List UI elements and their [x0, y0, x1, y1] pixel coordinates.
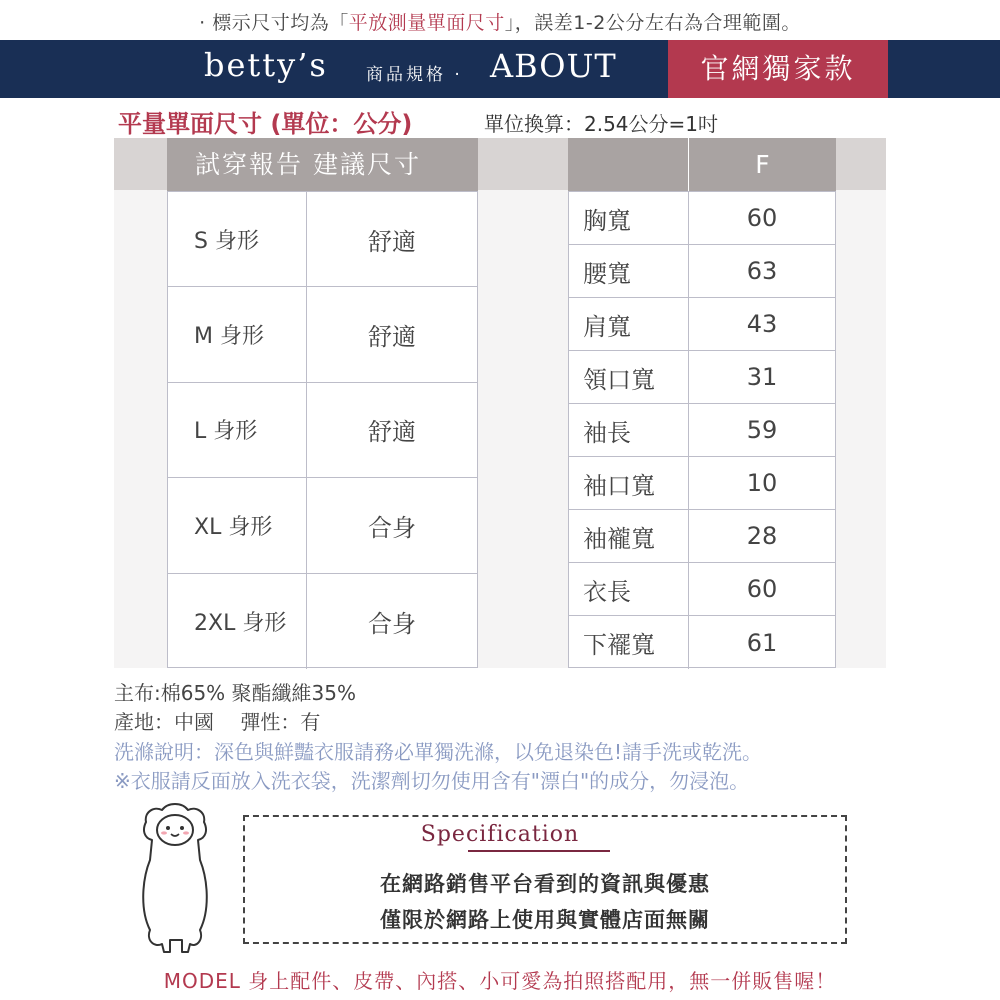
spec-label: 商品規格 ‧ — [366, 65, 463, 85]
measure-value: 43 — [746, 310, 778, 338]
size-row — [569, 616, 835, 669]
specification-title: Specification — [420, 822, 580, 847]
brand-logo: betty’s — [204, 46, 328, 84]
measure-title: 平量單面尺寸 (單位：公分) — [118, 110, 413, 138]
fit-result: 合身 — [368, 609, 416, 638]
brand-header — [0, 40, 1000, 98]
measure-name: 腰寬 — [583, 259, 631, 288]
specification-underline — [468, 850, 610, 852]
origin-info: 產地：中國 彈性：有 — [114, 710, 321, 734]
size-row — [569, 298, 835, 351]
accessory-disclaimer: MODEL 身上配件、皮帶、內搭、小可愛為拍照搭配用，無一併販售喔！ — [163, 969, 837, 993]
fit-row — [168, 478, 477, 573]
about-title: ABOUT — [490, 47, 617, 85]
size-notice: ‧ 標示尺寸均為「平放測量單面尺寸」，誤差1-2公分左右為合理範圍。 — [199, 12, 801, 34]
measure-value: 31 — [746, 363, 778, 391]
header-band-middle — [478, 138, 568, 190]
measure-name: 袖口寬 — [583, 471, 655, 500]
wash-warning: ※衣服請反面放入洗衣袋，洗潔劑切勿使用含有"漂白"的成分，勿浸泡。 — [114, 769, 750, 793]
fit-row — [168, 287, 477, 382]
notice-highlight: 平放測量單面尺寸 — [348, 12, 505, 34]
measure-name: 領口寬 — [583, 365, 655, 394]
header-band-left — [114, 138, 167, 190]
measure-name: 胸寬 — [583, 206, 631, 235]
fit-body-type: L 身形 — [194, 419, 258, 445]
size-chart-table — [568, 191, 836, 668]
measure-value: 10 — [746, 469, 778, 497]
fit-body-type: 2XL 身形 — [194, 610, 287, 636]
measure-name: 袖長 — [583, 418, 631, 447]
size-row — [569, 510, 835, 563]
size-row — [569, 563, 835, 616]
measure-value: 59 — [746, 416, 778, 444]
fit-report-table — [167, 191, 478, 668]
measure-value: 63 — [746, 257, 778, 285]
store-note: 僅限於網路上使用與實體店面無關 — [380, 908, 710, 932]
fit-body-type: XL 身形 — [194, 514, 273, 540]
size-header-free: F — [688, 138, 836, 191]
measure-value: 60 — [746, 204, 778, 232]
exclusive-badge: 官網獨家款 — [668, 40, 888, 98]
fit-row — [168, 574, 477, 669]
fit-result: 舒適 — [368, 418, 416, 447]
online-info-note: 在網路銷售平台看到的資訊與優惠 — [380, 872, 710, 896]
header-band-right — [836, 138, 886, 190]
measure-value: 61 — [746, 628, 778, 657]
size-header-blank — [568, 138, 688, 191]
fit-report-header: 試穿報告 建議尺寸 — [167, 138, 478, 191]
fit-result: 合身 — [368, 513, 416, 542]
size-row — [569, 351, 835, 404]
fit-row — [168, 192, 477, 287]
measure-name: 下襬寬 — [583, 631, 655, 659]
measure-value: 28 — [746, 522, 778, 550]
fit-result: 舒適 — [368, 323, 416, 352]
fit-row — [168, 383, 477, 478]
size-row — [569, 245, 835, 298]
measure-name: 袖襱寬 — [583, 524, 655, 553]
size-row — [569, 404, 835, 457]
measure-name: 肩寬 — [583, 312, 631, 341]
material-info: 主布:棉65% 聚酯纖維35% — [114, 681, 357, 705]
size-row — [569, 192, 835, 245]
fit-body-type: S 身形 — [194, 228, 259, 254]
fit-body-type: M 身形 — [194, 324, 264, 350]
unit-conversion: 單位換算：2.54公分=1吋 — [484, 112, 719, 136]
fit-result: 舒適 — [368, 227, 416, 256]
size-row — [569, 457, 835, 510]
measure-value: 60 — [746, 575, 778, 603]
wash-instructions: 洗滌說明：深色與鮮豔衣服請務必單獨洗滌，以免退染色!請手洗或乾洗。 — [114, 740, 763, 764]
measure-name: 衣長 — [583, 577, 631, 606]
